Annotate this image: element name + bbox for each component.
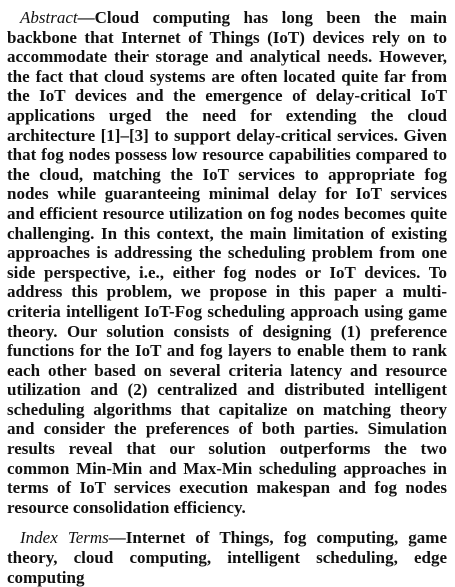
abstract-paragraph — [7, 8, 447, 517]
index-terms-body: Internet of Things, fog computing, game theory, cloud computing, intelligent scheduling, edge computing — [7, 528, 447, 587]
abstract-body: Cloud computing has long been the main backbone that Internet of Things (IoT) devices rely on to accommodate their storage and analytical needs. However, the fact that cloud systems are often located quite far from the IoT devices and the emergence of delay-critical IoT applications urged the need for extending the cloud architecture [1]–[3] to support delay-critical services. Given that fog nodes possess low resource capabilities compared to the cloud, matching the IoT services to appropriate fog nodes while guaranteeing minimal delay for IoT services and efficient resource utilization on fog nodes becomes quite challenging. In this context, the main limitation of existing approaches is addressing the scheduling problem from one side perspective, i.e., either fog nodes or IoT devices. To address this problem, we propose in this paper a multi-criteria intelligent IoT-Fog scheduling approach using game theory. Our solution consists of designing (1) preference functions for the IoT and fog layers to enable them to rank each other based on several criteria latency and resource utilization and (2) centralized and distributed intelligent scheduling algorithms that capitalize on matching theory and consider the preferences of both parties. Simulation results reveal that our solution outperforms the two common Min-Min and Max-Min scheduling approaches in terms of IoT services execution makespan and fog nodes resource consolidation efficiency. — [7, 8, 447, 517]
abstract-heading: Abstract — [20, 8, 78, 27]
abstract-dash: — — [77, 8, 95, 27]
index-terms-paragraph — [7, 528, 447, 587]
index-terms-heading: Index Terms — [20, 528, 109, 548]
paper-page — [7, 8, 447, 587]
index-terms-dash: — — [108, 528, 126, 548]
